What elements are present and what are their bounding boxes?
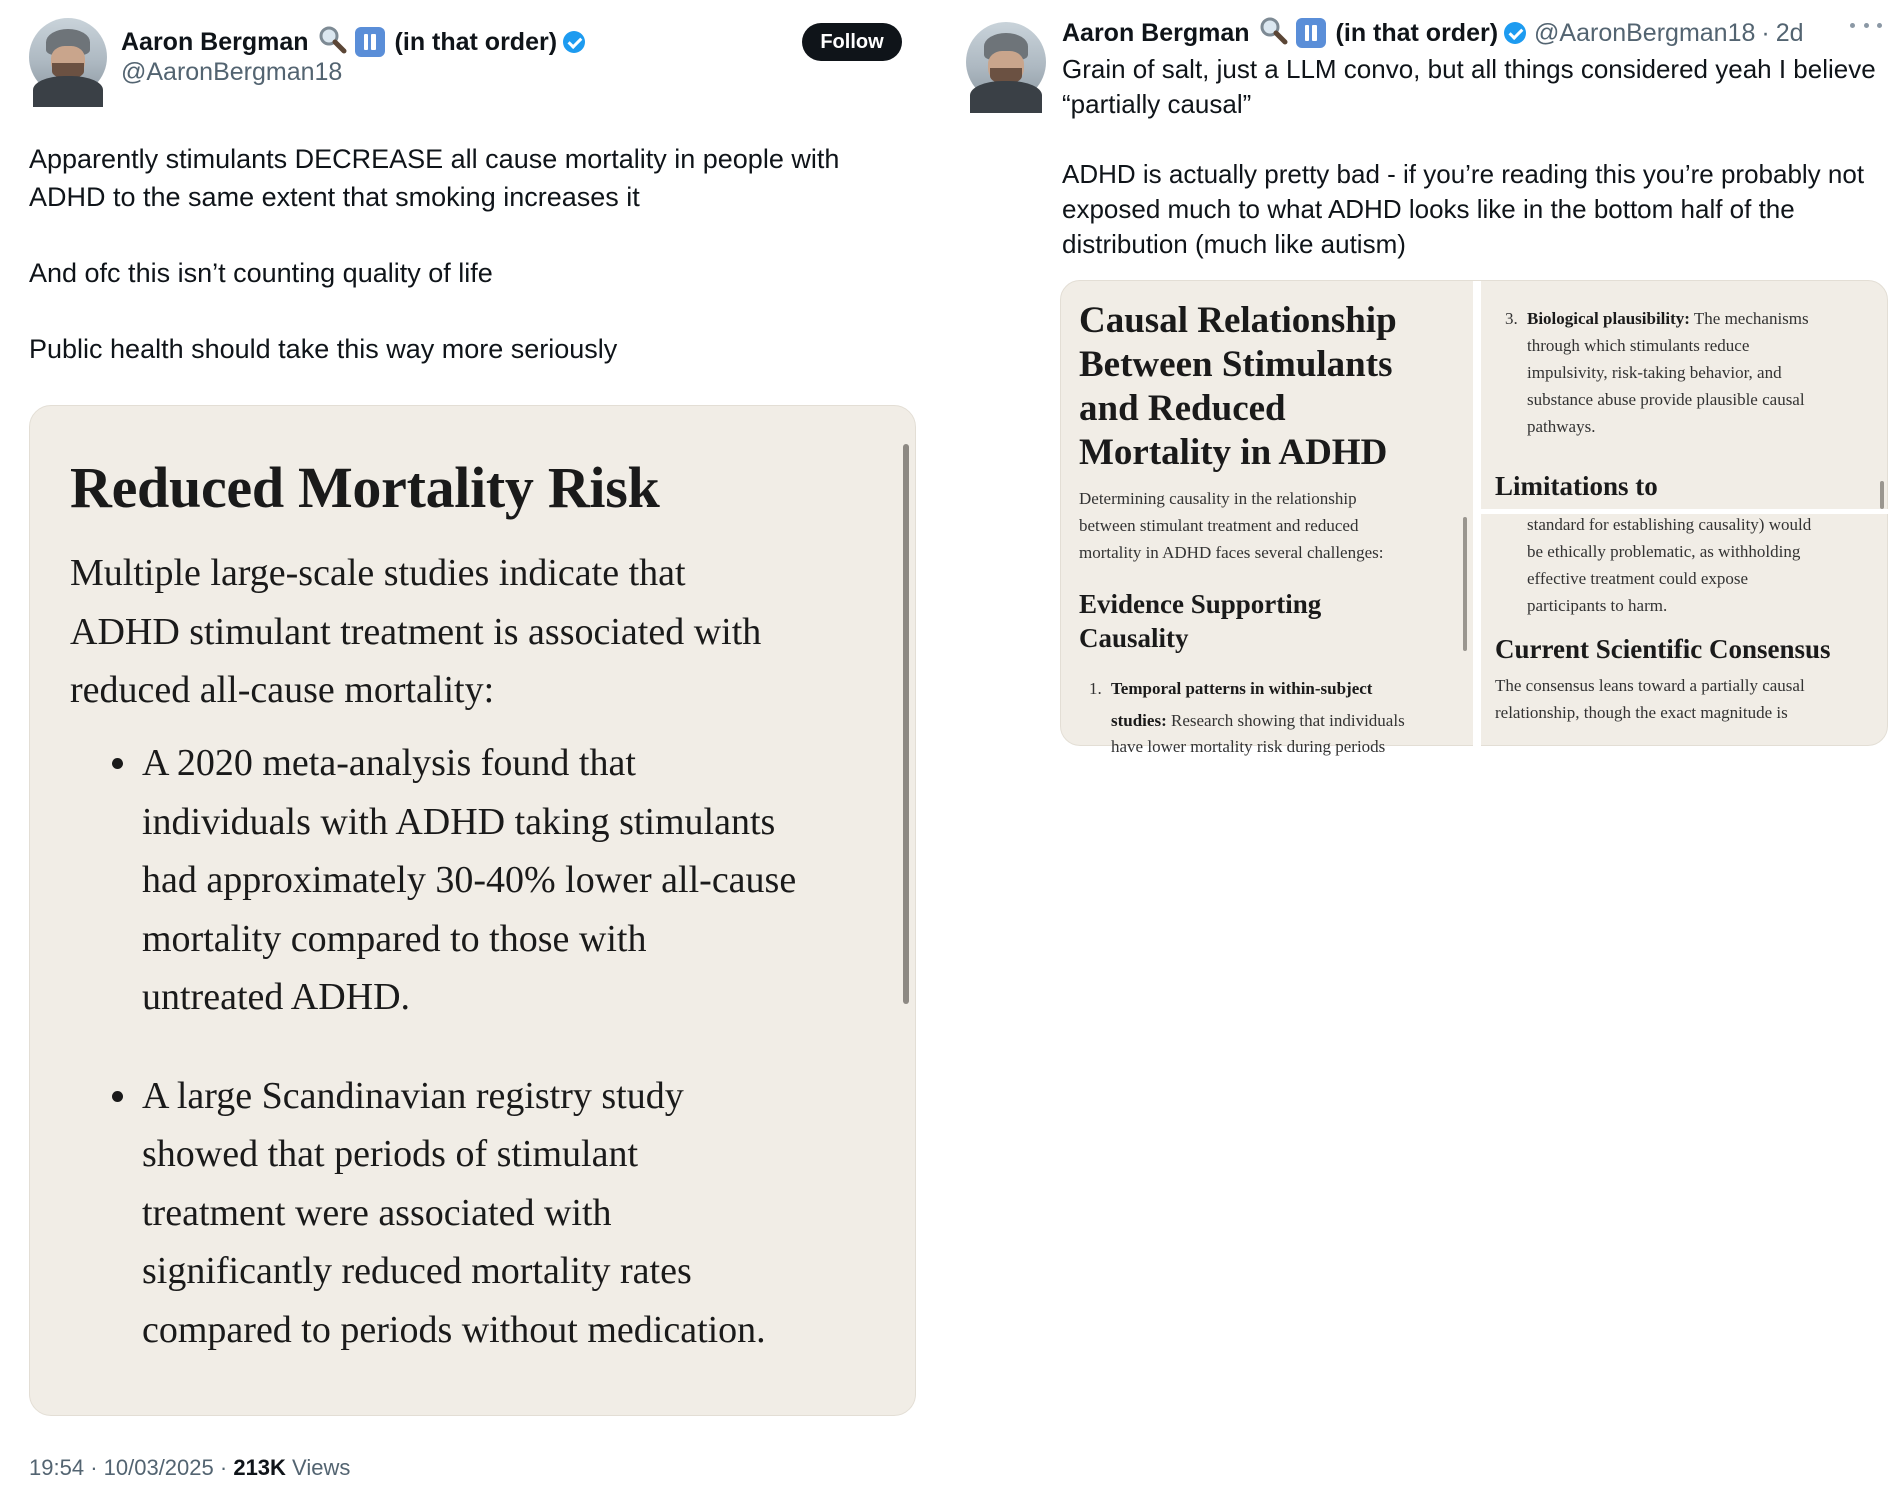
pane-subheading-line: Evidence Supporting [1079,589,1322,619]
pane-intro-line: between stimulant treatment and reduced [1079,516,1359,535]
avatar[interactable] [966,22,1046,102]
author-name[interactable]: Aaron Bergman [121,27,309,56]
pane-subheading: Limitations to [1495,471,1658,501]
follow-button[interactable]: Follow [802,23,902,61]
pane-heading-line: and Reduced [1079,388,1286,429]
pane-text-line: participants to harm. [1527,596,1668,615]
pane-text-line: be ethically problematic, as withholding [1527,542,1801,561]
card-heading: Reduced Mortality Risk [70,455,660,520]
numbered-item [1505,305,1809,440]
pane-heading-line: Causal Relationship [1079,300,1397,341]
tweet-text-line: exposed much to what ADHD looks like in the bottom half of the [1062,194,1795,224]
author-name[interactable]: Aaron Bergman [1062,18,1250,47]
card-bullet-item [70,734,796,1027]
bullet-line: treatment were associated with [142,1191,612,1234]
tweet-date[interactable]: 10/03/2025 [103,1455,214,1480]
pane-text [1527,511,1811,619]
item-number: 1. [1089,679,1102,698]
item-bold-text: Temporal patterns in within-subject [1111,679,1373,698]
item-bold-text: studies: [1111,711,1167,730]
card-intro [70,544,761,720]
pane-text-line: The consensus leans toward a partially causal [1495,676,1805,695]
numbered-item [1089,673,1405,763]
tweet-text-line: ADHD to the same extent that smoking increases it [29,182,640,212]
image-pane-left[interactable] [1079,281,1469,756]
bullet-line: showed that periods of stimulant [142,1133,639,1175]
author-handle[interactable]: @AaronBergman18 [121,58,343,86]
pane-text-line: relationship, though the exact magnitude is [1495,703,1788,722]
pane-intro [1079,485,1383,566]
item-text: have lower mortality risk during periods [1111,737,1386,756]
tweet-text-line: “partially causal” [1062,89,1252,119]
bullet-line: mortality compared to those with [142,917,647,960]
tweet-text-line: And ofc this isn’t counting quality of life [29,258,493,288]
card-intro-line: reduced all-cause mortality: [70,669,495,711]
more-options-icon[interactable] [1850,20,1882,30]
pane-intro-line: Determining causality in the relationship [1079,489,1357,508]
scrollbar[interactable] [903,444,909,1004]
pane-text-line: effective treatment could expose [1527,569,1749,588]
views-count: 213K [233,1455,286,1480]
card-intro-line: ADHD stimulant treatment is associated with [70,610,762,653]
bullet-dot-icon [112,758,123,769]
card-bullet-list [70,734,796,1359]
pane-text [1495,672,1805,726]
views-label: Views [292,1455,351,1480]
tweet-text-line: ADHD is actually pretty bad - if you’re reading this you’re probably not [1062,159,1865,189]
author-suffix: (in that order) [1335,18,1499,47]
author-name-row[interactable] [1062,16,1804,50]
author-handle[interactable]: @AaronBergman18 [1534,18,1756,47]
item-text: Research showing that individuals [1170,711,1405,730]
tweet-meta: 19:54 · 10/03/2025 · 213K Views [29,1455,351,1480]
image-pane-top-right[interactable] [1495,281,1881,509]
pane-text-line: standard for establishing causality) would [1527,515,1812,534]
tweet-age[interactable]: 2d [1775,18,1804,47]
tweet-text-line: Public health should take this way more seriously [29,334,618,364]
item-text: The mechanisms [1693,309,1809,328]
verified-badge-icon [563,31,585,53]
bullet-line: A large Scandinavian registry study [142,1074,684,1117]
item-number: 3. [1505,309,1518,328]
image-pane-bottom-right[interactable] [1495,514,1881,747]
tweet-text-line: Apparently stimulants DECREASE all cause mortality in people with [29,144,840,174]
author-suffix: (in that order) [394,27,558,56]
attached-image-card[interactable] [29,405,916,1416]
bullet-line: individuals with ADHD taking stimulants [142,800,776,843]
item-text: impulsivity, risk-taking behavior, and [1527,363,1782,382]
bullet-line: A 2020 meta-analysis found that [142,742,636,784]
magnifying-glass-icon [1258,15,1288,52]
card-intro-line: Multiple large-scale studies indicate that [70,552,686,594]
bullet-line: had approximately 30-40% lower all-cause [142,859,797,901]
verified-badge-icon [1504,22,1526,44]
pane-heading-line: Mortality in ADHD [1079,432,1388,473]
avatar[interactable] [29,18,107,96]
item-text: through which stimulants reduce [1527,336,1750,355]
bullet-line: compared to periods without medication. [142,1308,766,1351]
tweet-text-line: Grain of salt, just a LLM convo, but all things considered yeah I believe [1062,54,1876,84]
item-text: pathways. [1527,417,1596,436]
tweet-text [29,140,839,368]
pane-subheading-line: Causality [1079,623,1189,653]
bullet-line: untreated ADHD. [142,976,411,1018]
tweet-time[interactable]: 19:54 [29,1455,85,1480]
tweet-text-line: distribution (much like autism) [1062,229,1406,259]
bullet-dot-icon [112,1091,123,1102]
item-bold-text: Biological plausibility: [1527,309,1690,328]
collage-divider [1473,281,1481,747]
pane-intro-line: mortality in ADHD faces several challenges: [1079,543,1384,562]
author-name-row[interactable] [121,24,585,60]
pause-button-icon [355,27,385,57]
card-bullet-item [70,1067,796,1360]
pane-subheading: Current Scientific Consensus [1495,634,1831,664]
attached-image-collage[interactable] [1060,280,1888,756]
pane-heading [1079,299,1397,475]
pause-button-icon [1296,18,1326,48]
pane-heading-line: Between Stimulants [1079,344,1393,385]
item-text: substance abuse provide plausible causal [1527,390,1805,409]
magnifying-glass-icon [317,24,347,61]
pane-subheading [1079,587,1321,655]
tweet-text [1062,52,1876,262]
separator-dot: · [1761,18,1770,47]
bullet-line: significantly reduced mortality rates [142,1250,692,1292]
